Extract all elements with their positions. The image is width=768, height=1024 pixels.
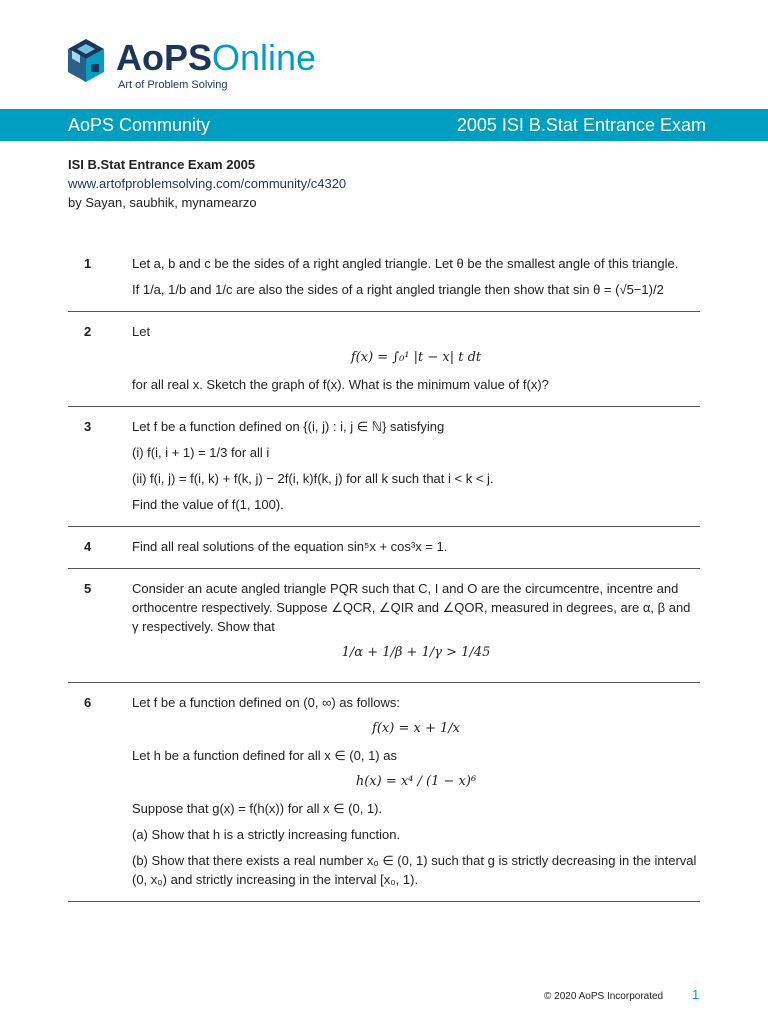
display-equation: h(x) = x⁴ / (1 − x)⁶: [355, 774, 477, 789]
header-community: AoPS Community: [68, 115, 211, 135]
problem-4: [68, 527, 700, 569]
problem-text: If 1/a, 1/b and 1/c are also the sides of a right angled triangle then show that sin θ = (√5−1)/2: [132, 282, 664, 297]
problem-text: Let f be a function defined on {(i, j) : i, j ∈ ℕ} satisfying: [132, 419, 445, 434]
problem-number: 6: [84, 695, 92, 710]
problem-3: [68, 407, 700, 527]
page-number: 1: [692, 987, 700, 1002]
problem-text: Find all real solutions of the equation sin⁵x + cos³x = 1.: [132, 539, 448, 554]
problem-text: Let f be a function defined on (0, ∞) as follows:: [132, 695, 400, 710]
problem-number: 2: [84, 324, 92, 339]
aops-cube-icon: [66, 38, 106, 84]
problem-condition-ii: (ii) f(i, j) = f(i, k) + f(k, j) − 2f(i, k)f(k, j) for all k such that i < k < j.: [132, 471, 494, 486]
display-equation: 1/α + 1/β + 1/γ > 1/45: [341, 645, 491, 660]
problem-condition-i: (i) f(i, i + 1) = 1/3 for all i: [132, 445, 270, 460]
aops-logo: [66, 36, 326, 96]
problem-text: Suppose that g(x) = f(h(x)) for all x ∈ (0, 1).: [132, 801, 383, 816]
community-link[interactable]: www.artofproblemsolving.com/community/c4320: [68, 176, 347, 191]
header-bar: [0, 109, 768, 141]
display-equation: f(x) = ∫₀¹ |t − x| t dt: [350, 350, 482, 365]
problem-number: 3: [84, 419, 92, 434]
logo-bold-text: AoPS: [116, 37, 213, 78]
authors: by Sayan, saubhik, mynamearzo: [68, 195, 257, 210]
problem-number: 4: [84, 539, 92, 554]
display-equation: f(x) = x + 1/x: [372, 721, 460, 736]
problem-question: Find the value of f(1, 100).: [132, 497, 284, 512]
logo-wordmark: [116, 38, 316, 78]
document-title: ISI B.Stat Entrance Exam 2005: [68, 157, 256, 172]
problem-text: for all real x. Sketch the graph of f(x). What is the minimum value of f(x)?: [132, 377, 549, 392]
logo-tagline: Art of Problem Solving: [118, 79, 228, 91]
problem-text: Let h be a function defined for all x ∈ (0, 1) as: [132, 748, 397, 763]
document-meta: [68, 155, 346, 212]
problem-text: Let: [132, 324, 151, 339]
problem-1: [68, 244, 700, 312]
copyright: © 2020 AoPS Incorporated: [544, 991, 664, 1002]
problem-number: 1: [84, 256, 92, 271]
problem-part-b: (b) Show that there exists a real number x₀ ∈ (0, 1) such that g is strictly decreasing in the interval (0, x₀) and strictly increasing in the interval [x₀, 1).: [132, 853, 697, 887]
problem-list: [68, 244, 700, 902]
logo-light-text: Online: [212, 37, 317, 78]
problem-part-a: (a) Show that h is a strictly increasing function.: [132, 827, 401, 842]
problem-5: [68, 569, 700, 683]
problem-2: [68, 312, 700, 407]
problem-text: Let a, b and c be the sides of a right angled triangle. Let θ be the smallest angle of this triangle.: [132, 256, 679, 271]
problem-text: Consider an acute angled triangle PQR such that C, I and O are the circumcentre, incentre and orthocentre respectively. Suppose ∠QCR, ∠QIR and ∠QOR, measured in degrees, are α, β and γ respectively. Show that: [132, 581, 691, 634]
problem-6: [68, 683, 700, 902]
problem-number: 5: [84, 581, 92, 596]
header-exam-title: 2005 ISI B.Stat Entrance Exam: [456, 115, 706, 135]
